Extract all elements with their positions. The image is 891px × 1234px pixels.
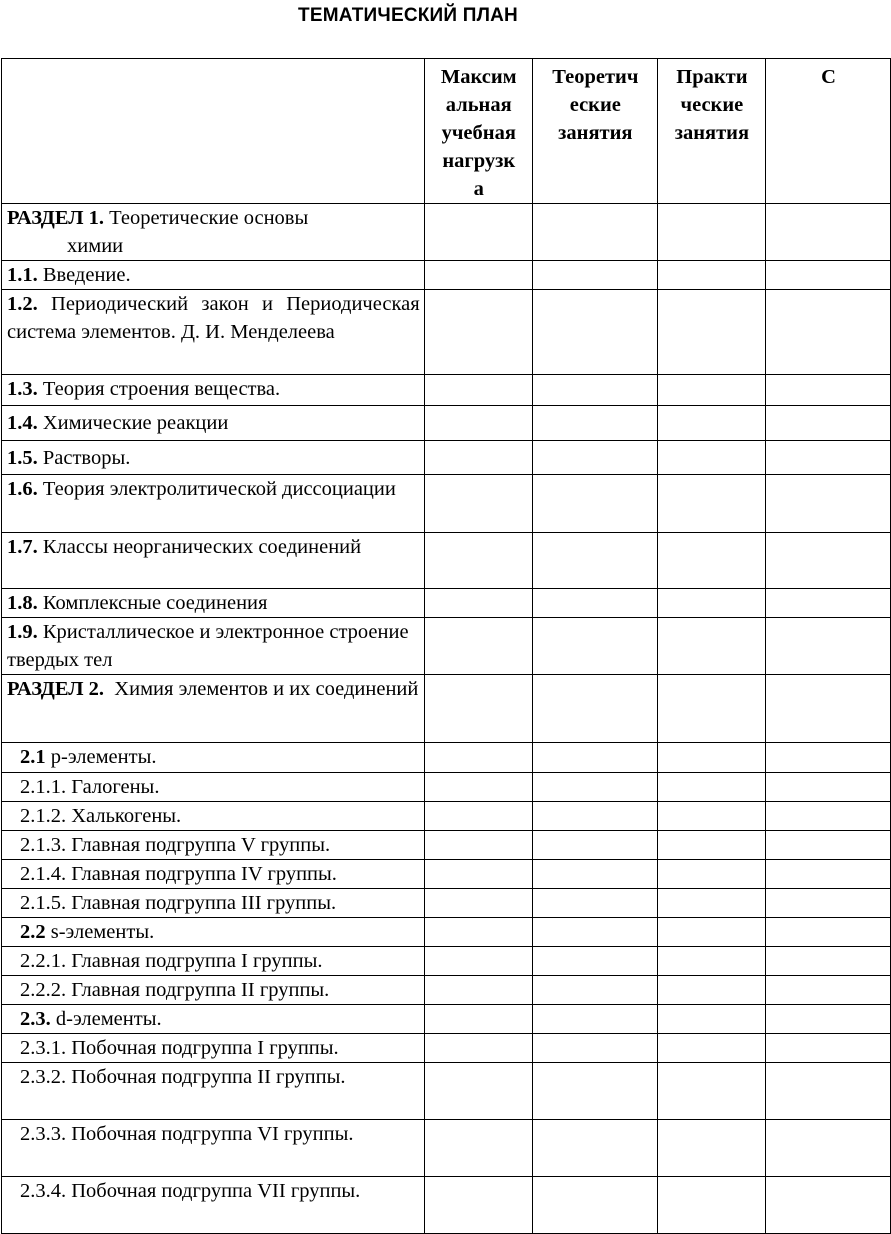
row-text: Теоретические основы: [104, 207, 309, 229]
row-number: РАЗДЕЛ 2.: [7, 678, 105, 700]
row-text: d-элементы.: [50, 1008, 162, 1030]
row-text: 2.3.2. Побочная подгруппа II группы.: [20, 1066, 346, 1088]
row-topic: [2, 947, 425, 976]
table-row: [2, 589, 891, 618]
table-row: [2, 976, 891, 1005]
row-text: 2.2.2. Главная подгруппа II группы.: [20, 979, 330, 1001]
row-number: 2.3.: [20, 1008, 51, 1030]
row-text: p-элементы.: [45, 746, 157, 768]
row-topic: [2, 533, 425, 589]
row-text: 2.1.1. Галогены.: [20, 776, 160, 798]
row-text: Растворы.: [37, 447, 131, 469]
table-row: [2, 947, 891, 976]
table-row: [2, 204, 891, 261]
row-topic: [2, 375, 425, 406]
row-text: Химия элементов и их соединений: [104, 678, 419, 700]
row-text: 2.1.5. Главная подгруппа III группы.: [20, 892, 337, 914]
row-number: 1.9.: [7, 621, 38, 643]
row-text: Теория электролитической диссоциации: [37, 478, 396, 500]
row-text: s-элементы.: [45, 921, 155, 943]
row-topic: [2, 743, 425, 773]
table-row: [2, 860, 891, 889]
row-text: Введение.: [37, 264, 131, 286]
thematic-plan-table: [1, 58, 891, 1234]
row-topic: [2, 1005, 425, 1034]
row-topic: [2, 860, 425, 889]
table-row: [2, 1177, 891, 1234]
table-row: [2, 375, 891, 406]
table-row: [2, 533, 891, 589]
row-text: Теория строения вещества.: [37, 378, 281, 400]
row-number: 1.1.: [7, 264, 38, 286]
table-row: [2, 475, 891, 533]
row-topic: [2, 204, 425, 261]
row-number: РАЗДЕЛ 1.: [7, 207, 105, 229]
table-row: [2, 261, 891, 290]
row-topic: [2, 290, 425, 375]
row-number: 1.4.: [7, 412, 38, 434]
row-text: Химические реакции: [37, 412, 229, 434]
row-topic: [2, 618, 425, 675]
row-number: 1.7.: [7, 536, 38, 558]
row-number: 1.6.: [7, 478, 38, 500]
row-topic: [2, 918, 425, 947]
header-practice: Практи ческие занятия: [657, 59, 765, 204]
row-text: Кристаллическое и электронное строение твердых тел: [7, 621, 409, 671]
row-topic: [2, 773, 425, 802]
row-topic: [2, 976, 425, 1005]
row-number: 2.1: [20, 746, 46, 768]
row-text: Комплексные соединения: [37, 592, 268, 614]
row-topic: [2, 475, 425, 533]
table-row: [2, 918, 891, 947]
table-row: [2, 290, 891, 375]
row-topic: [2, 261, 425, 290]
row-topic: [2, 441, 425, 475]
row-topic: [2, 802, 425, 831]
table-row: [2, 831, 891, 860]
row-topic: [2, 1120, 425, 1177]
header-theory: Теоретич еские занятия: [532, 59, 657, 204]
table-row: [2, 802, 891, 831]
row-text: 2.1.3. Главная подгруппа V группы.: [20, 834, 331, 856]
table-row: [2, 675, 891, 743]
row-topic: [2, 406, 425, 441]
row-text: 2.1.4. Главная подгруппа IV группы.: [20, 863, 337, 885]
table-row: [2, 441, 891, 475]
header-max-load: Максим альная учебная нагрузк а: [424, 59, 532, 204]
table-row: [2, 406, 891, 441]
row-topic: [2, 889, 425, 918]
row-text: Классы неорганических соединений: [37, 536, 362, 558]
table-row: [2, 1063, 891, 1120]
row-number: 1.2.: [7, 293, 38, 315]
row-number: 1.3.: [7, 378, 38, 400]
table-row: [2, 1034, 891, 1063]
row-topic: [2, 589, 425, 618]
table-row: [2, 618, 891, 675]
table-row: [2, 1005, 891, 1034]
row-number: 1.5.: [7, 447, 38, 469]
table-row: [2, 773, 891, 802]
table-row: [2, 1120, 891, 1177]
table-row: [2, 889, 891, 918]
header-empty-cell: [2, 59, 425, 204]
row-text-cont: химии: [67, 235, 124, 257]
row-number: 2.2: [20, 921, 46, 943]
row-topic: [2, 675, 425, 743]
row-topic: [2, 1034, 425, 1063]
row-topic: [2, 1177, 425, 1234]
row-text: Периодический закон и Периодическая система элементов. Д. И. Менделеева: [7, 293, 420, 343]
table-row: [2, 743, 891, 773]
row-text: 2.2.1. Главная подгруппа I группы.: [20, 950, 323, 972]
header-self-study: С: [766, 59, 891, 204]
row-text: 2.3.4. Побочная подгруппа VII группы.: [20, 1180, 361, 1202]
row-number: 1.8.: [7, 592, 38, 614]
page-title: ТЕМАТИЧЕСКИЙ ПЛАН: [298, 5, 518, 26]
table-header-row: [2, 59, 891, 204]
row-text: 2.3.1. Побочная подгруппа I группы.: [20, 1037, 339, 1059]
row-text: 2.3.3. Побочная подгруппа VI группы.: [20, 1123, 354, 1145]
row-text: 2.1.2. Халькогены.: [20, 805, 182, 827]
row-topic: [2, 1063, 425, 1120]
row-topic: [2, 831, 425, 860]
